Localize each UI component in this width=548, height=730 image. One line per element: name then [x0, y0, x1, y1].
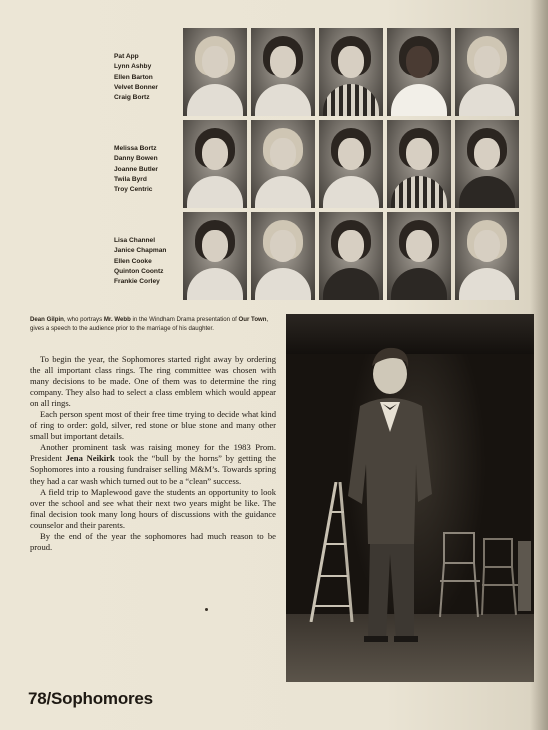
name-list-row-1 [114, 52, 182, 103]
portrait-photo [455, 120, 519, 208]
student-name: Craig Bortz [114, 94, 150, 102]
article-body [30, 354, 276, 553]
student-name: Ellen Cooke [114, 257, 152, 265]
student-name: Quinton Coontz [114, 267, 164, 275]
portrait-photo [183, 120, 247, 208]
portrait-photo [387, 28, 451, 116]
name-list-row-3 [114, 236, 182, 287]
article-text: took the “bull by the horns” by getting the Sophomores into a rousing fundraiser selling M&M’s. Towards spring they had a car wash which turned out to be a “clean” success. [30, 453, 276, 486]
portrait-grid [183, 28, 519, 300]
student-name: Lynn Ashby [114, 63, 152, 71]
portrait-photo [319, 212, 383, 300]
stage-photo [286, 314, 534, 682]
caption-text: , gives a speech to the audience prior to the marriage of his daughter. [30, 316, 269, 333]
portrait-photo [251, 28, 315, 116]
caption-role: Mr. Webb [103, 316, 131, 323]
chairs-icon [436, 529, 531, 619]
student-name: Lisa Channel [114, 237, 156, 244]
caption-text: , who portrays [63, 316, 104, 323]
portrait-photo [387, 212, 451, 300]
article-paragraph: By the end of the year the sophomores had much reason to be proud. [30, 530, 276, 552]
student-name: Troy Centric [114, 186, 153, 194]
portrait-photo [319, 120, 383, 208]
student-name: Danny Bowen [114, 155, 158, 163]
caption-play: Our Town [238, 316, 267, 323]
name-list-row-2 [114, 144, 182, 195]
stray-mark [205, 608, 208, 611]
article-paragraph: Each person spent most of their free time trying to decide what kind of ring to order: gold, silver, red stone or blue stone and many other small but important details. [30, 409, 276, 442]
photo-caption [30, 315, 280, 334]
student-name: Melissa Bortz [114, 145, 157, 152]
portrait-photo [183, 212, 247, 300]
student-name: Janice Chapman [114, 247, 167, 255]
page-folio: 78/Sophomores [28, 689, 153, 708]
student-name: Pat App [114, 53, 139, 60]
caption-text: in the Windham Drama presentation of [130, 316, 239, 323]
article-text: Another prominent task was raising money for the 1983 Prom. President [30, 442, 276, 464]
spine-shadow [530, 0, 548, 730]
actor-figure [338, 344, 448, 644]
student-name: Joanne Butler [114, 165, 158, 173]
student-name: Frankie Corley [114, 278, 160, 286]
caption-name: Dean Gilpin [30, 316, 64, 323]
article-name: Jena Neikirk [65, 453, 115, 464]
article-paragraph: To begin the year, the Sophomores started right away by ordering the all important class rings. The ring committee was chosen with many decisions to be made. One of them was to determine the ring company. They also had to select a class emblem which would appear on all rings. [30, 354, 276, 409]
portrait-photo [455, 28, 519, 116]
portrait-photo [251, 120, 315, 208]
student-name: Ellen Barton [114, 73, 153, 81]
portrait-photo [387, 120, 451, 208]
article-paragraph [30, 442, 276, 486]
portrait-photo [251, 212, 315, 300]
student-name: Twila Byrd [114, 175, 147, 183]
article-paragraph: A field trip to Maplewood gave the students an opportunity to look over the school and see what their next two years might be like. The final decision took many long hours of discussions with the guidance counselor and their parents. [30, 486, 276, 530]
portrait-photo [455, 212, 519, 300]
portrait-photo [183, 28, 247, 116]
student-name: Velvet Bonner [114, 83, 158, 91]
portrait-photo [319, 28, 383, 116]
